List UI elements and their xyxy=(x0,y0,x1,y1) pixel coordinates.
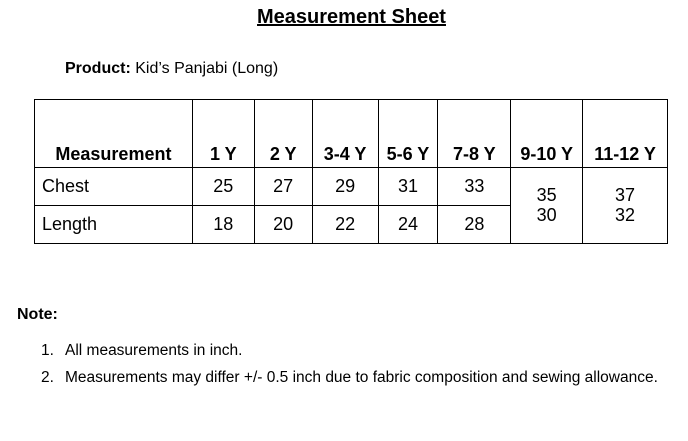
product-value: Kid’s Panjabi (Long) xyxy=(135,60,279,77)
page-title: Measurement Sheet xyxy=(257,6,446,28)
table-cell: 29 xyxy=(312,168,378,206)
table-header-row xyxy=(35,100,668,168)
table-cell: 18 xyxy=(192,206,254,244)
measurement-table xyxy=(34,99,668,244)
header-size: 5-6 Y xyxy=(378,100,438,168)
list-number: 2. xyxy=(41,369,54,386)
header-size: 9-10 Y xyxy=(511,100,583,168)
table-cell: 37 xyxy=(615,185,636,205)
note-label: Note: xyxy=(17,306,58,323)
header-size: 1 Y xyxy=(192,100,254,168)
table-cell-merged xyxy=(511,168,583,244)
table-cell: 25 xyxy=(192,168,254,206)
table-cell: 35 xyxy=(536,185,557,205)
header-size: 2 Y xyxy=(254,100,312,168)
header-size: 7-8 Y xyxy=(438,100,511,168)
product-line xyxy=(65,60,278,78)
table-cell: 31 xyxy=(378,168,438,206)
list-item xyxy=(41,340,658,367)
table-cell-merged xyxy=(583,168,668,244)
product-label: Product: xyxy=(65,60,131,77)
table-row-chest xyxy=(35,168,668,206)
table-cell: 22 xyxy=(312,206,378,244)
row-label: Chest xyxy=(35,168,193,206)
table-cell: 20 xyxy=(254,206,312,244)
header-measurement: Measurement xyxy=(35,100,193,168)
table-cell: 24 xyxy=(378,206,438,244)
table-cell: 33 xyxy=(438,168,511,206)
list-item xyxy=(41,367,658,394)
list-number: 1. xyxy=(41,342,54,359)
header-size: 3-4 Y xyxy=(312,100,378,168)
header-size: 11-12 Y xyxy=(583,100,668,168)
note-list xyxy=(41,340,658,394)
table-cell: 30 xyxy=(536,205,557,225)
row-label: Length xyxy=(35,206,193,244)
table-cell: 27 xyxy=(254,168,312,206)
table-cell: 32 xyxy=(615,205,636,225)
table-cell: 28 xyxy=(438,206,511,244)
list-text: All measurements in inch. xyxy=(65,342,243,359)
list-text: Measurements may differ +/- 0.5 inch due to fabric composition and sewing allowance. xyxy=(65,369,658,386)
